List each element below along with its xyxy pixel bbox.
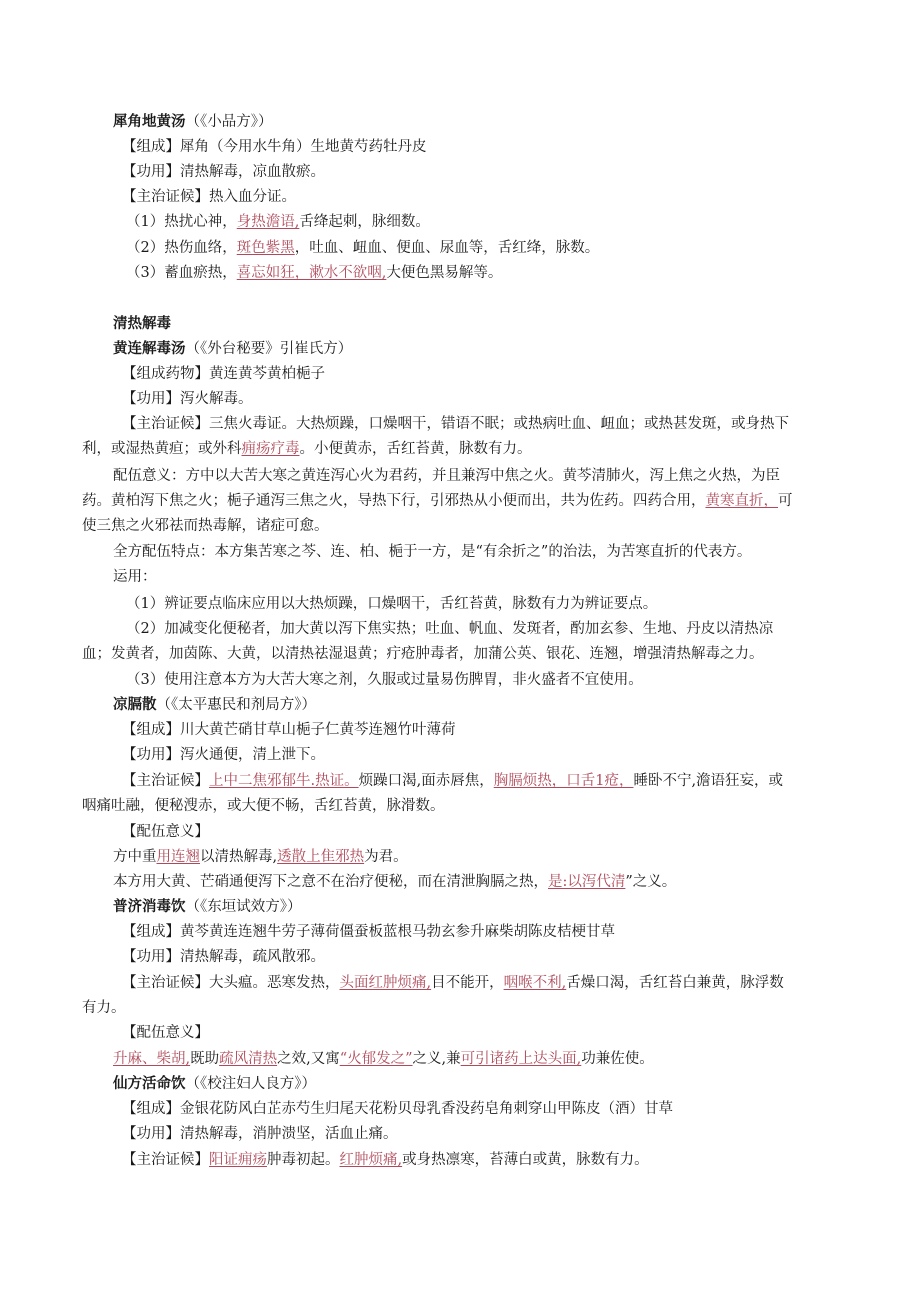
indication-line: 【主治证候】上中二焦邪郁牛.热证。烦躁口渴,面赤唇焦，胸膈烦热，口舌1疮，睡卧不宁,澹语狂妄，或 (122, 773, 784, 789)
formula-title: 黄连解毒汤（《外台秘要》引崔氏方） (113, 341, 353, 357)
text-line: （3）蓄血瘀热，喜忘如狂，漱水不欲咽,大便色黑易解等。 (126, 265, 503, 281)
text-line: 全方配伍特点：本方集苦寒之芩、连、柏、梔于一方，是“有余折之”的治法，为苦寒直折的代表方。 (113, 544, 752, 560)
text-line: 利，或湿热黄疸；或外科痈疡疗毒。小便黄赤，舌红苔黄，脉数有力。 (82, 441, 532, 457)
text-line: 本方用大黄、芒硝通便泻下之意不在治疗便秘，而在清泄胸膈之热，是:以泻代清”之义。 (113, 874, 677, 890)
section-heading: 清热解毒 (113, 316, 171, 332)
composition-line: 【组成药物】黄连黄芩黄柏梔子 (122, 366, 325, 382)
function-line: 【功用】清热解毒，消肿溃坚，活血止痛。 (122, 1126, 398, 1142)
formula-title: 犀角地黄汤（《小品方》） (113, 114, 273, 130)
text-line: 血；发黄者，加茵陈、大黄，以清热祛湿退黄；疔疮肿毒者，加蒲公英、银花、连翘，增强清热解毒之力。 (82, 646, 764, 662)
indication-line: 【主治证候】大头瘟。恶寒发热，头面红肿烦痛,目不能开，咽喉不利,舌燥口渴，舌红苔白兼黄，脉浮数 (122, 975, 784, 991)
text-line: 升麻、柴胡,既助疏风清热之效,又寓“火郁发之”之义,兼可引诸药上达头面,功兼佐使。 (113, 1051, 654, 1067)
composition-line: 【组成】黄芩黄连连翘牛劳子薄荷僵蚕板蓝根马勃玄参升麻柴胡陈皮桔梗甘草 (122, 924, 615, 940)
formula-title: 普济消毒饮（《东垣试效方》） (113, 899, 302, 915)
text-line: （1）热扰心神，身热澹语,舌绛起刺，脉细数。 (126, 214, 430, 230)
subheading: 【配伍意义】 (122, 824, 209, 840)
text-line: 运用： (113, 569, 157, 585)
text-line: （1）辨证要点临床应用以大热烦躁，口燥咽干，舌红苔黄，脉数有力为辨证要点。 (126, 596, 658, 612)
text-line: （3）使用注意本方为大苦大寒之剂，久服或过量易伤脾胃，非火盛者不宜使用。 (126, 672, 643, 688)
function-line: 【功用】清热解毒，凉血散瘀。 (122, 164, 325, 180)
formula-title: 仙方活命饮（《校注妇人良方》） (113, 1076, 316, 1092)
composition-line: 【组成】犀角（今用水牛角）生地黄芍药牡丹皮 (122, 139, 427, 155)
subheading: 【配伍意义】 (122, 1025, 209, 1041)
text-line: 使三焦之火邪祛而热毒解，诸症可愈。 (82, 518, 329, 534)
function-line: 【功用】泻火通便，清上泄下。 (122, 747, 325, 763)
indication-line: 【主治证候】三焦火毒证。大热烦躁，口燥咽干，错语不眠；或热病吐血、衄血；或热甚发斑，或身热下 (122, 416, 789, 432)
composition-line: 【组成】川大黄芒硝甘草山梔子仁黄芩连翘竹叶薄荷 (122, 722, 456, 738)
function-line: 【功用】泻火解毒。 (122, 391, 253, 407)
indication-line: 【主治证候】阳证痈疡肿毒初起。红肿烦痛,或身热凛寒，苔薄白或黄，脉数有力。 (122, 1152, 649, 1168)
text-line: （2）热伤血络，斑色紫黑，吐血、衄血、便血、尿血等，舌红绛，脉数。 (126, 240, 600, 256)
text-line: （2）加减变化便秘者，加大黄以泻下焦实热；吐血、帆血、发斑者，酌加玄参、生地、丹皮以清热凉 (126, 621, 774, 637)
function-line: 【功用】清热解毒，疏风散邪。 (122, 949, 325, 965)
text-line: 配伍意义：方中以大苦大寒之黄连泻心火为君药，并且兼泻中焦之火。黄芩清肺火，泻上焦之火热，为臣 (113, 468, 780, 484)
composition-line: 【组成】金银花防风白芷赤芍生归尾天花粉贝母乳香没药皂角刺穿山甲陈皮（酒）甘草 (122, 1101, 673, 1117)
text-line: 药。黄柏泻下焦之火；梔子通泻三焦之火，导热下行，引邪热从小便而出，共为佐药。四药合用，黄寒直折，可 (82, 493, 793, 509)
text-line: 咽痛吐融，便秘溲赤，或大便不畅，舌红苔黄，脉滑数。 (82, 798, 445, 814)
formula-title: 凉膈散（《太平惠民和剂局方》） (113, 697, 316, 713)
indication-line: 【主治证候】热入血分证。 (122, 189, 296, 205)
text-line: 方中重用连翘以清热解毒,透散上隹邪热为君。 (113, 849, 408, 865)
text-line: 有力。 (82, 1000, 126, 1016)
